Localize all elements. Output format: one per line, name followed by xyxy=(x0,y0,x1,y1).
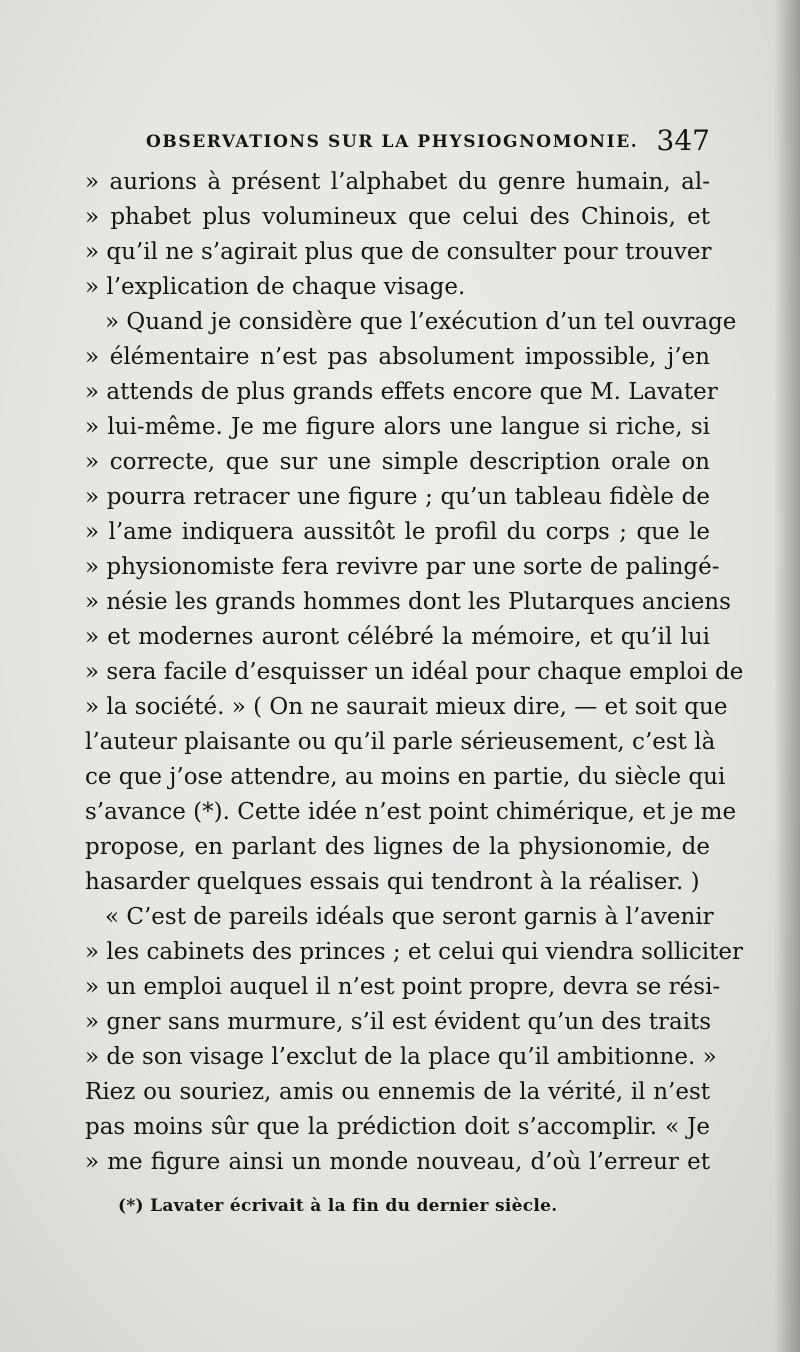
text-line: » aurions à présent l’alphabet du genre humain, al- xyxy=(85,169,710,195)
text-line: » lui-même. Je me figure alors une langue si riche, si xyxy=(85,414,710,440)
text-line: » correcte, que sur une simple description orale on xyxy=(85,449,710,475)
text-line: ce que j’ose attendre, au moins en partie, du siècle qui xyxy=(85,764,726,790)
text-line: s’avance (*). Cette idée n’est point chimérique, et je me xyxy=(85,799,737,825)
text-line: Riez ou souriez, amis ou ennemis de la vérité, il n’est xyxy=(85,1079,710,1105)
page-header xyxy=(146,124,710,164)
text-line: » élémentaire n’est pas absolument impossible, j’en xyxy=(85,344,710,370)
text-line: » un emploi auquel il n’est point propre, devra se rési- xyxy=(85,974,721,1000)
text-line: » nésie les grands hommes dont les Plutarques anciens xyxy=(85,589,731,615)
text-line: « C’est de pareils idéals que seront garnis à l’avenir xyxy=(105,904,714,930)
text-line: » me figure ainsi un monde nouveau, d’où l’erreur et xyxy=(85,1149,710,1175)
text-line: pas moins sûr que la prédiction doit s’accomplir. « Je xyxy=(85,1114,710,1140)
text-line: » gner sans murmure, s’il est évident qu’un des traits xyxy=(85,1009,712,1035)
text-line: » sera facile d’esquisser un idéal pour chaque emploi de xyxy=(85,659,744,685)
text-line: » qu’il ne s’agirait plus que de consulter pour trouver xyxy=(85,239,712,265)
text-line: » les cabinets des princes ; et celui qui viendra solliciter xyxy=(85,939,743,965)
text-line: » de son visage l’exclut de la place qu’il ambitionne. » xyxy=(85,1044,717,1070)
text-line: hasarder quelques essais qui tendront à la réaliser. ) xyxy=(85,869,700,895)
text-line: propose, en parlant des lignes de la physionomie, de xyxy=(85,834,710,860)
text-line: » pourra retracer une figure ; qu’un tableau fidèle de xyxy=(85,484,710,510)
text-line: » phabet plus volumineux que celui des Chinois, et xyxy=(85,204,710,230)
page-number: 347 xyxy=(656,124,710,157)
footnote: (*) Lavater écrivait à la fin du dernier siècle. xyxy=(118,1196,558,1216)
text-line: » attends de plus grands effets encore que M. Lavater xyxy=(85,379,718,405)
text-line: l’auteur plaisante ou qu’il parle sérieusement, c’est là xyxy=(85,729,716,755)
text-line: » l’ame indiquera aussitôt le profil du corps ; que le xyxy=(85,519,710,545)
text-line: » physionomiste fera revivre par une sorte de palingé- xyxy=(85,554,720,580)
text-line: » Quand je considère que l’exécution d’un tel ouvrage xyxy=(105,309,737,335)
page-edge-shadow xyxy=(774,0,800,1352)
text-line: » l’explication de chaque visage. xyxy=(85,274,466,300)
text-line: » et modernes auront célébré la mémoire, et qu’il lui xyxy=(85,624,710,650)
text-line: » la société. » ( On ne saurait mieux dire, — et soit que xyxy=(85,694,728,720)
running-head: OBSERVATIONS SUR LA PHYSIOGNOMONIE. xyxy=(146,132,639,152)
